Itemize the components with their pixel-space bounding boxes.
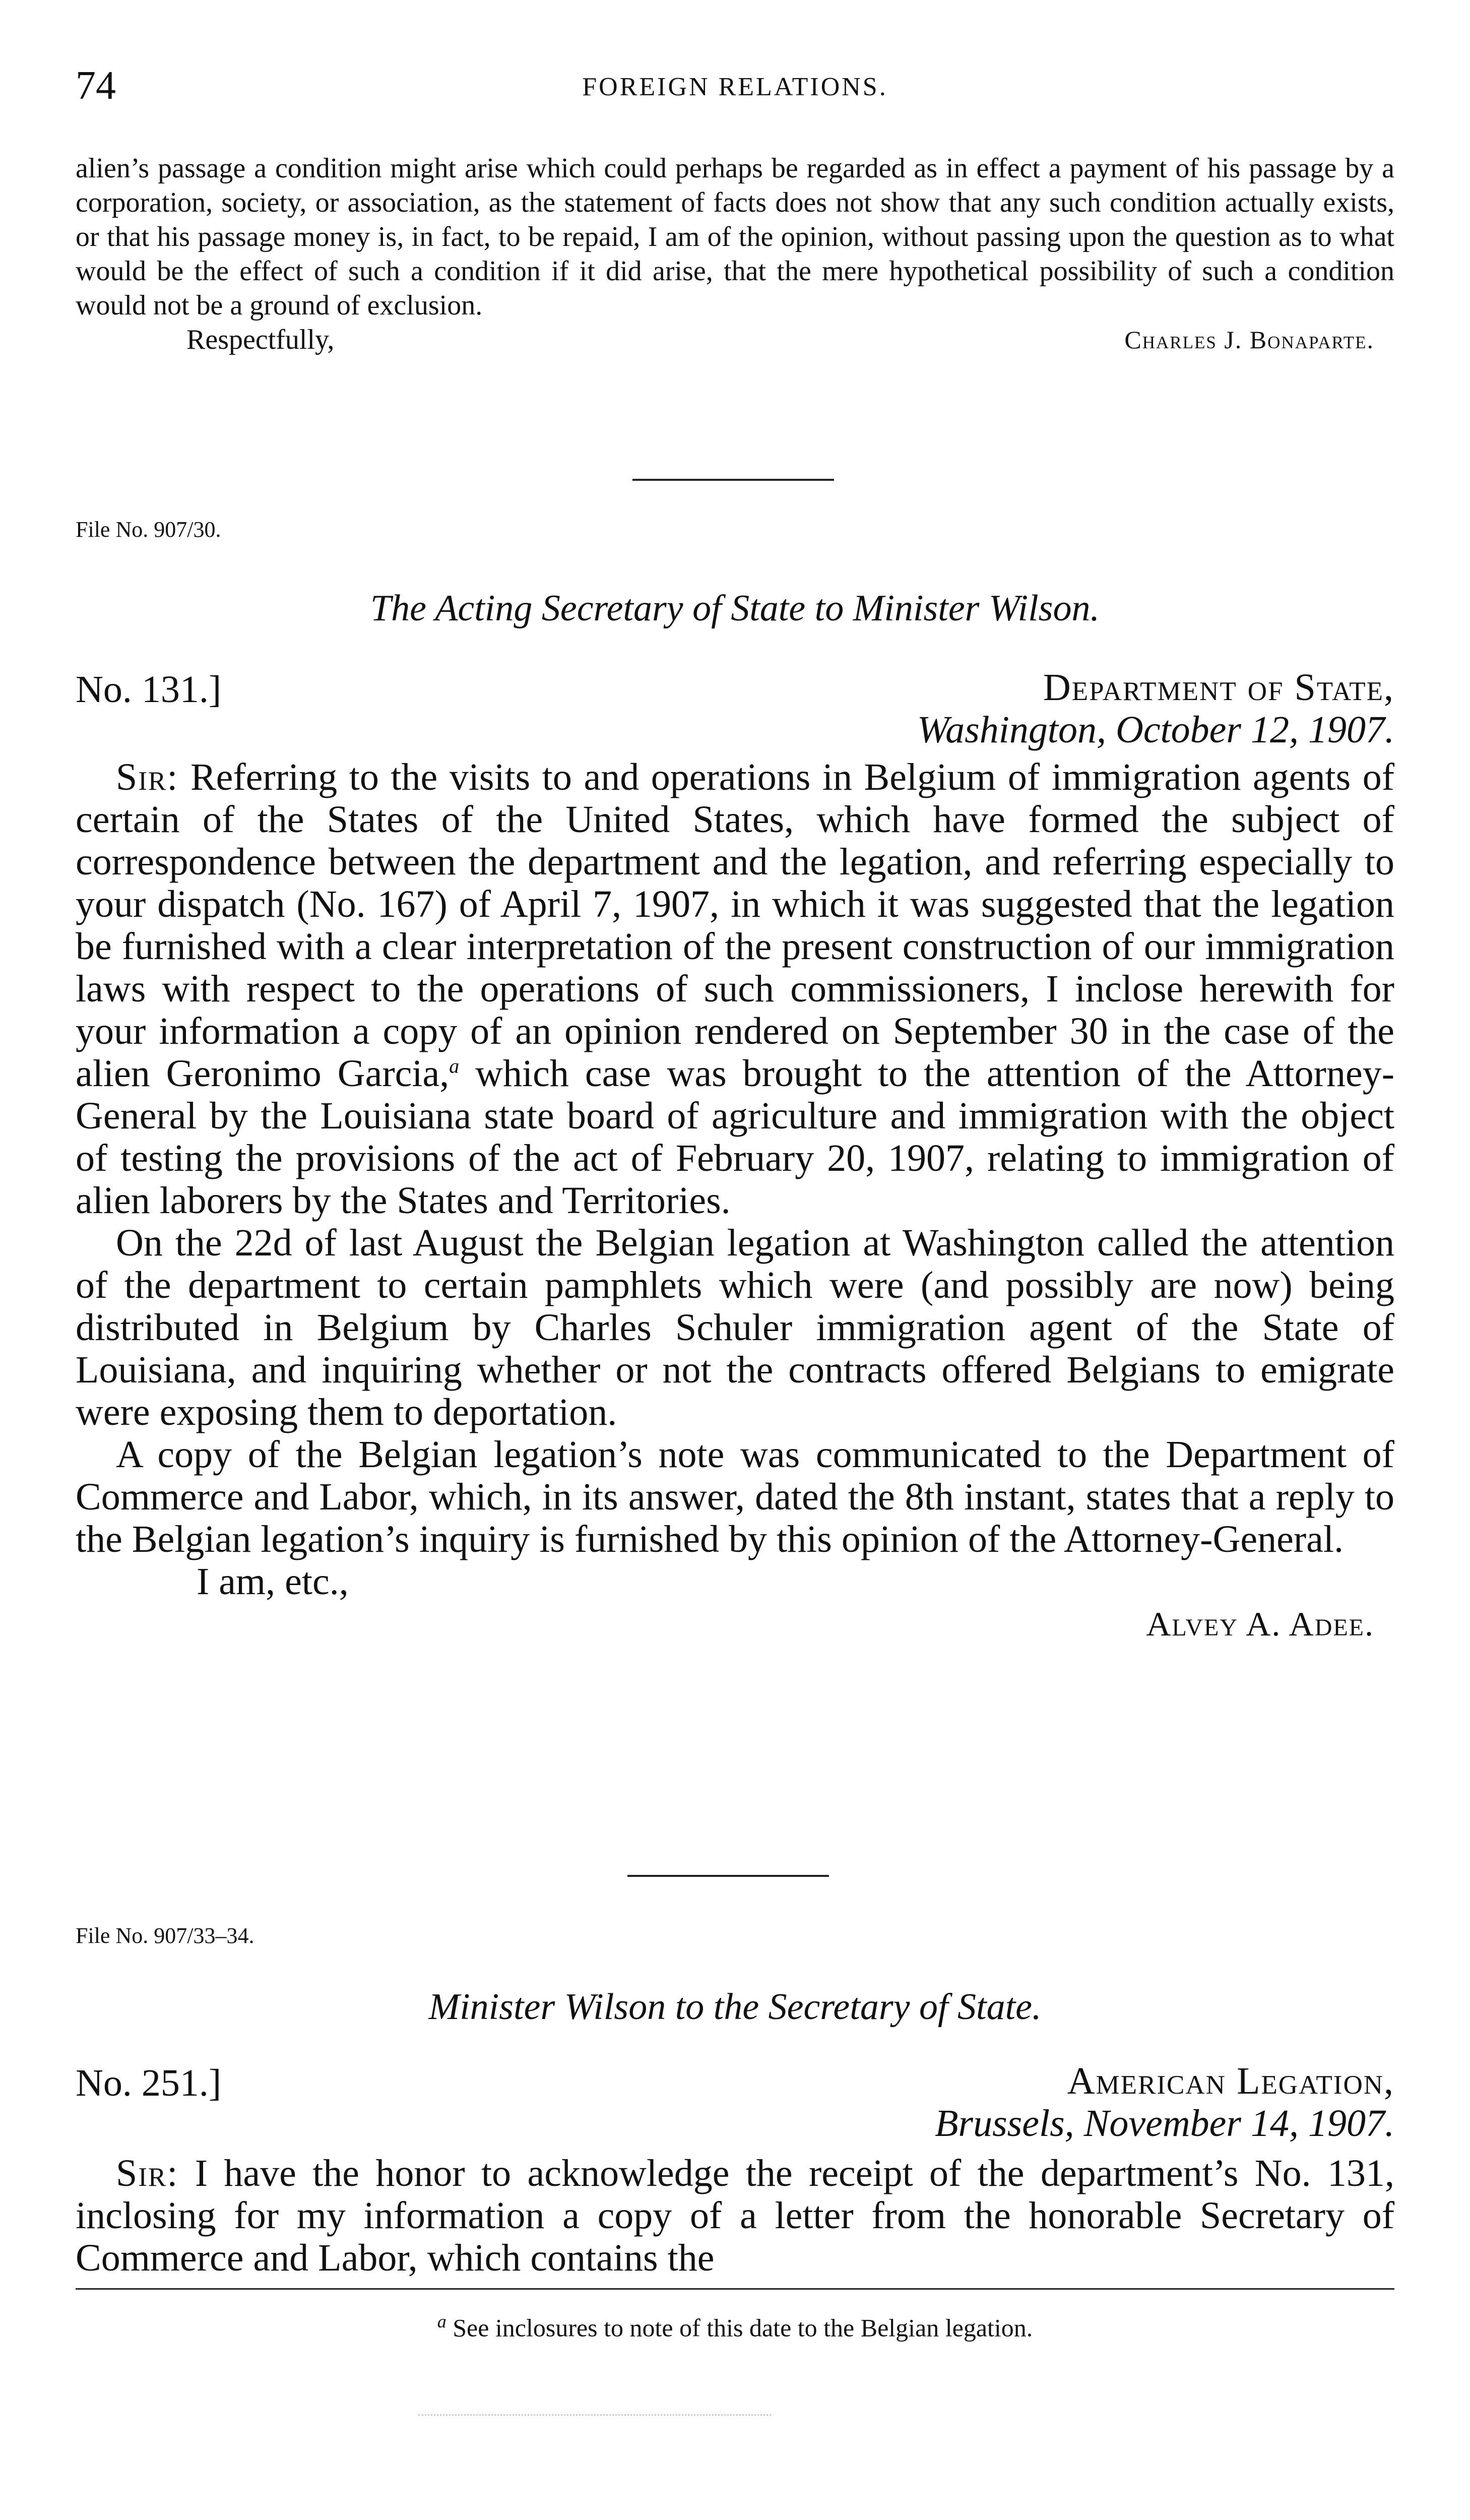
dateline-place-date: Washington, October 12, 1907.: [917, 709, 1394, 751]
file-number: File No. 907/30.: [76, 517, 221, 542]
dispatch-body: [76, 2152, 1394, 2279]
salutation: Sir:: [116, 756, 179, 798]
footnote-marker: a: [449, 1054, 460, 1078]
signature: Alvey A. Adee.: [1146, 1605, 1374, 1643]
body-paragraph: [76, 2152, 1394, 2279]
print-smudge: [418, 2414, 771, 2416]
opinion-continuation: [76, 151, 1394, 358]
paragraph-text: I have the honor to acknowledge the receipt of the department’s No. 131, inclosing for my information a copy of a letter from the honorable Secretary of Commerce and Labor, which contains the: [76, 2152, 1394, 2279]
salutation: Sir:: [116, 2152, 179, 2194]
closing-row: [76, 1560, 1394, 1603]
section-divider: [627, 1875, 829, 1877]
dateline-office: Department of State,: [1043, 666, 1394, 709]
opinion-signature: Charles J. Bonaparte.: [1124, 326, 1374, 354]
body-paragraph: On the 22d of last August the Belgian legation at Washington called the attention of the department to certain pamphlets which were (and possibly are now) being distributed in Belgium by Charles Schuler immigration agent of the State of Louisiana, and inquiring whether or not the contracts offered Belgians to emigrate were exposing them to deportation.: [76, 1222, 1394, 1433]
document-title: Minister Wilson to the Secretary of State.: [428, 1986, 1042, 2028]
signature-row: [76, 1603, 1394, 1648]
dispatch-number: No. 131.]: [76, 668, 222, 711]
dateline-place-date: Brussels, November 14, 1907.: [935, 2102, 1394, 2145]
page-header: [76, 63, 1394, 118]
dispatch-number: No. 251.]: [76, 2062, 222, 2104]
opinion-closing: Respectfully,: [186, 324, 335, 355]
paragraph-text: which case was brought to the attention of the Attorney-General by the Louisiana state board of agriculture and immigration with the object of testing the provisions of the act of February 20, 1907, relating to immigration of alien laborers by the States and Territories.: [76, 1052, 1394, 1222]
opinion-paragraph: alien’s passage a condition might arise which could perhaps be regarded as in effect a payment of his passage by a corporation, society, or association, as the statement of facts does not show that any such condition actually exists, or that his passage money is, in fact, to be repaid, I am of the opinion, without passing upon the question as to what would be the effect of such a condition if it did arise, that the mere hypothetical possibility of such a condition would not be a ground of exclusion.: [76, 153, 1394, 321]
page-number: 74: [76, 64, 116, 108]
file-number: File No. 907/33–34.: [76, 1923, 254, 1948]
body-paragraph: [76, 756, 1394, 1222]
dateline-office: American Legation,: [1067, 2060, 1394, 2102]
dateline: [935, 2060, 1394, 2145]
dispatch-body: [76, 756, 1394, 1648]
running-head: FOREIGN RELATIONS.: [582, 73, 888, 101]
closing: I am, etc.,: [197, 1560, 349, 1603]
footnote: [76, 2311, 1394, 2343]
section-divider: [632, 479, 834, 481]
opinion-closing-row: [76, 323, 1394, 358]
footnote-mark: a: [437, 2311, 446, 2332]
paragraph-text: Referring to the visits to and operations in Belgium of immigration agents of certain of the States of the United States, which have formed the subject of correspondence between the department and the legation, and referring especially to your dispatch (No. 167) of April 7, 1907, in which it was suggested that the legation be furnished with a clear interpretation of the present construction of our immigration laws with respect to the operations of such commissioners, I inclose herewith for your information a copy of an opinion rendered on September 30 in the case of the alien Geronimo Garcia,: [76, 756, 1395, 1095]
body-paragraph: A copy of the Belgian legation’s note was communicated to the Department of Commerce and Labor, which, in its answer, dated the 8th instant, states that a reply to the Belgian legation’s inquiry is furnished by this opinion of the Attorney-General.: [76, 1433, 1394, 1560]
footnote-rule: [76, 2288, 1394, 2290]
footnote-text: See inclosures to note of this date to the Belgian legation.: [453, 2313, 1033, 2342]
dateline: [917, 666, 1394, 751]
document-title: The Acting Secretary of State to Minister Wilson.: [370, 588, 1100, 629]
